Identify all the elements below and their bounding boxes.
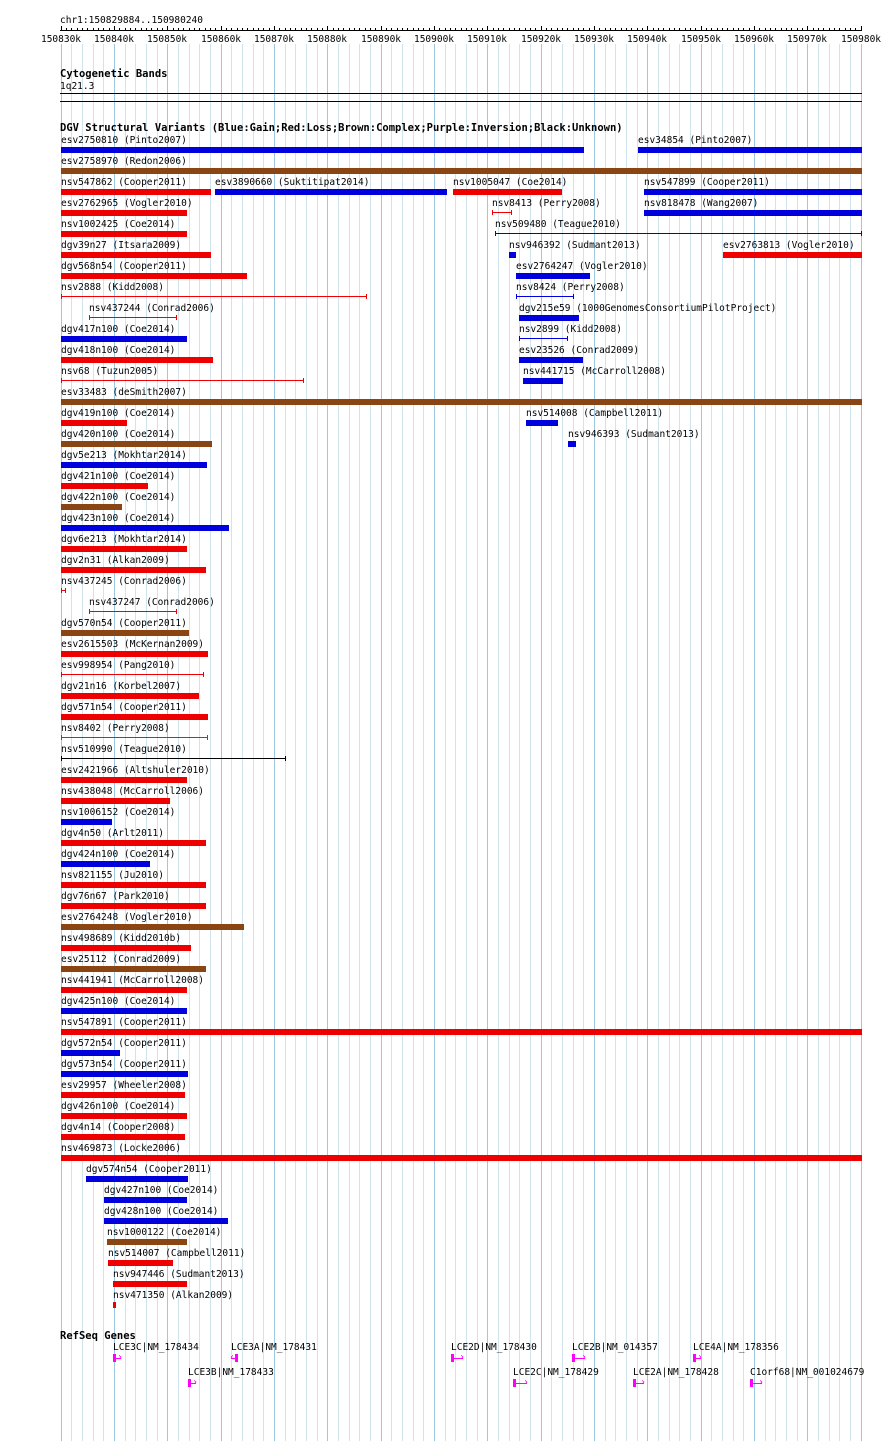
dgv-variant-label[interactable]: esv2762965 (Vogler2010) [61, 198, 193, 209]
dgv-variant-label[interactable]: dgv21n16 (Korbel2007) [61, 681, 182, 692]
dgv-variant-label[interactable]: nsv821155 (Ju2010) [61, 870, 164, 881]
dgv-variant-label[interactable]: nsv8424 (Perry2008) [516, 282, 625, 293]
dgv-variant-label[interactable]: dgv5e213 (Mokhtar2014) [61, 450, 187, 461]
ruler-tick-label: 150910k [466, 34, 508, 45]
dgv-variant-label[interactable]: dgv422n100 (Coe2014) [61, 492, 176, 503]
strand-forward-arrow-icon: › [459, 1352, 466, 1363]
dgv-variant-label[interactable]: dgv423n100 (Coe2014) [61, 513, 176, 524]
ruler-tick-label: 150980k [840, 34, 882, 45]
strand-forward-arrow-icon: › [117, 1352, 124, 1363]
dgv-variant-label[interactable]: dgv417n100 (Coe2014) [61, 324, 176, 335]
dgv-variant-label[interactable]: nsv2888 (Kidd2008) [61, 282, 164, 293]
dgv-variant-label[interactable]: nsv547899 (Cooper2011) [644, 177, 770, 188]
dgv-variant-label[interactable]: nsv1006152 (Coe2014) [61, 807, 176, 818]
dgv-variant-label[interactable]: nsv1002425 (Coe2014) [61, 219, 176, 230]
refseq-gene-exon[interactable] [693, 1354, 696, 1362]
dgv-variant-label[interactable]: dgv39n27 (Itsara2009) [61, 240, 182, 251]
dgv-variant-label[interactable]: dgv4n14 (Cooper2008) [61, 1122, 176, 1133]
dgv-variant-label[interactable]: dgv420n100 (Coe2014) [61, 429, 176, 440]
dgv-variant-label[interactable]: nsv437244 (Conrad2006) [89, 303, 215, 314]
dgv-variant-label[interactable]: esv3890660 (Suktitipat2014) [215, 177, 370, 188]
ruler-tick-label: 150880k [306, 34, 348, 45]
cytoband-label[interactable]: 1q21.3 [60, 81, 95, 92]
dgv-variant-label[interactable]: esv2763813 (Vogler2010) [723, 240, 855, 251]
refseq-gene-exon[interactable] [633, 1379, 636, 1387]
ruler-tick-label: 150930k [573, 34, 615, 45]
strand-forward-arrow-icon: › [697, 1352, 704, 1363]
region-label: chr1:150829884..150980240 [60, 15, 203, 26]
dgv-variant-label[interactable]: nsv1000122 (Coe2014) [107, 1227, 222, 1238]
ruler-tick-label: 150900k [413, 34, 455, 45]
ruler-tick-label: 150850k [146, 34, 188, 45]
dgv-variant-label[interactable]: dgv571n54 (Cooper2011) [61, 702, 187, 713]
ruler-tick-label: 150960k [733, 34, 775, 45]
dgv-variant-label[interactable]: nsv8413 (Perry2008) [492, 198, 601, 209]
refseq-track-title: RefSeq Genes [60, 1330, 136, 1342]
cytoband-track-title: Cytogenetic Bands [60, 68, 168, 80]
ruler-tick-label: 150920k [520, 34, 562, 45]
dgv-variant-label[interactable]: esv2758970 (Redon2006) [61, 156, 187, 167]
dgv-variant-label[interactable]: esv2750810 (Pinto2007) [61, 135, 187, 146]
refseq-gene-label[interactable]: LCE3C|NM_178434 [113, 1342, 199, 1353]
dgv-variant-label[interactable]: dgv4n50 (Arlt2011) [61, 828, 164, 839]
dgv-variant-label[interactable]: dgv421n100 (Coe2014) [61, 471, 176, 482]
dgv-variant-label[interactable]: nsv438048 (McCarroll2006) [61, 786, 204, 797]
dgv-variant-label[interactable]: nsv946392 (Sudmant2013) [509, 240, 641, 251]
dgv-variant-label[interactable]: esv2615503 (McKernan2009) [61, 639, 204, 650]
ruler-tick-label: 150840k [93, 34, 135, 45]
refseq-gene-exon[interactable] [572, 1354, 575, 1362]
refseq-gene-exon[interactable] [188, 1379, 191, 1387]
strand-forward-arrow-icon: › [640, 1377, 647, 1388]
dgv-variant-label[interactable]: nsv471350 (Alkan2009) [113, 1290, 234, 1301]
dgv-variant-label[interactable]: nsv547891 (Cooper2011) [61, 1017, 187, 1028]
refseq-gene-label[interactable]: LCE3B|NM_178433 [188, 1367, 274, 1378]
dgv-variant-label[interactable]: nsv1005047 (Coe2014) [453, 177, 568, 188]
dgv-variant-label[interactable]: nsv818478 (Wang2007) [644, 198, 759, 209]
dgv-variant-label[interactable]: dgv6e213 (Mokhtar2014) [61, 534, 187, 545]
refseq-gene-label[interactable]: LCE2B|NM_014357 [572, 1342, 658, 1353]
refseq-gene-label[interactable]: LCE2D|NM_178430 [451, 1342, 537, 1353]
ruler-tick-label: 150940k [626, 34, 668, 45]
dgv-variant-label[interactable]: nsv8402 (Perry2008) [61, 723, 170, 734]
dgv-variant-label[interactable]: dgv215e59 (1000GenomesConsortiumPilotProject) [519, 303, 777, 314]
dgv-variant-label[interactable]: esv23526 (Conrad2009) [519, 345, 640, 356]
dgv-variant-label[interactable]: esv33483 (deSmith2007) [61, 387, 187, 398]
refseq-gene-label[interactable]: LCE2C|NM_178429 [513, 1367, 599, 1378]
ruler-tick-label: 150830k [40, 34, 82, 45]
dgv-variant-label[interactable]: nsv509480 (Teague2010) [495, 219, 621, 230]
ruler-tick-label: 150870k [253, 34, 295, 45]
strand-forward-arrow-icon: › [192, 1377, 199, 1388]
refseq-gene-exon[interactable] [513, 1379, 516, 1387]
dgv-variant-label[interactable]: nsv441715 (McCarroll2008) [523, 366, 666, 377]
dgv-variant-label[interactable]: dgv419n100 (Coe2014) [61, 408, 176, 419]
dgv-variant-label[interactable]: esv29957 (Wheeler2008) [61, 1080, 187, 1091]
refseq-gene-label[interactable]: LCE4A|NM_178356 [693, 1342, 779, 1353]
refseq-gene-exon[interactable] [750, 1379, 753, 1387]
dgv-variant-label[interactable]: dgv418n100 (Coe2014) [61, 345, 176, 356]
dgv-variant-label[interactable]: nsv946393 (Sudmant2013) [568, 429, 700, 440]
dgv-variant-label[interactable]: esv25112 (Conrad2009) [61, 954, 182, 965]
ruler-tick-label: 150970k [786, 34, 828, 45]
dgv-variant-label[interactable]: esv34854 (Pinto2007) [638, 135, 753, 146]
dgv-variant-label[interactable]: nsv947446 (Sudmant2013) [113, 1269, 245, 1280]
dgv-variant-label[interactable]: dgv427n100 (Coe2014) [104, 1185, 219, 1196]
dgv-track-title: DGV Structural Variants (Blue:Gain;Red:Loss;Brown:Complex;Purple:Inversion;Black:Unknown) [60, 122, 623, 134]
ruler-tick-label: 150950k [680, 34, 722, 45]
dgv-variant-label[interactable]: nsv441941 (McCarroll2008) [61, 975, 204, 986]
strand-forward-arrow-icon: › [758, 1377, 765, 1388]
refseq-gene-exon[interactable] [451, 1354, 454, 1362]
dgv-variant-label[interactable]: dgv572n54 (Cooper2011) [61, 1038, 187, 1049]
dgv-variant-label[interactable]: nsv437247 (Conrad2006) [89, 597, 215, 608]
dgv-variant-label[interactable]: dgv568n54 (Cooper2011) [61, 261, 187, 272]
dgv-variant-label[interactable]: nsv68 (Tuzun2005) [61, 366, 159, 377]
dgv-variant-label[interactable]: dgv573n54 (Cooper2011) [61, 1059, 187, 1070]
dgv-variant-label[interactable]: nsv510990 (Teague2010) [61, 744, 187, 755]
refseq-gene-exon[interactable] [235, 1354, 238, 1362]
dgv-variant-label[interactable]: nsv547862 (Cooper2011) [61, 177, 187, 188]
dgv-variant-label[interactable]: nsv498689 (Kidd2010b) [61, 933, 182, 944]
ruler-tick-label: 150890k [360, 34, 402, 45]
strand-forward-arrow-icon: › [523, 1377, 530, 1388]
dgv-variant-label[interactable]: dgv76n67 (Park2010) [61, 891, 170, 902]
dgv-variant-label[interactable]: dgv570n54 (Cooper2011) [61, 618, 187, 629]
refseq-gene-label[interactable]: C1orf68|NM_001024679 [750, 1367, 865, 1378]
dgv-variant-label[interactable]: nsv2899 (Kidd2008) [519, 324, 622, 335]
refseq-gene-label[interactable]: LCE3A|NM_178431 [231, 1342, 317, 1353]
dgv-variant-label[interactable]: nsv437245 (Conrad2006) [61, 576, 187, 587]
ruler-tick-label: 150860k [200, 34, 242, 45]
dgv-variant-label[interactable]: dgv425n100 (Coe2014) [61, 996, 176, 1007]
dgv-variant-label[interactable]: dgv424n100 (Coe2014) [61, 849, 176, 860]
dgv-variant-label[interactable]: dgv428n100 (Coe2014) [104, 1206, 219, 1217]
dgv-variant-label[interactable]: dgv426n100 (Coe2014) [61, 1101, 176, 1112]
dgv-variant-label[interactable]: dgv2n31 (Alkan2009) [61, 555, 170, 566]
dgv-variant-label[interactable]: nsv514007 (Campbell2011) [108, 1248, 246, 1259]
dgv-variant-label[interactable]: esv998954 (Pang2010) [61, 660, 176, 671]
strand-reverse-arrow-icon: ‹ [229, 1352, 236, 1363]
dgv-variant-label[interactable]: nsv514008 (Campbell2011) [526, 408, 664, 419]
refseq-gene-label[interactable]: LCE2A|NM_178428 [633, 1367, 719, 1378]
strand-forward-arrow-icon: › [581, 1352, 588, 1363]
dgv-variant-label[interactable]: nsv469873 (Locke2006) [61, 1143, 182, 1154]
dgv-variant-label[interactable]: esv2421966 (Altshuler2010) [61, 765, 210, 776]
dgv-variant-label[interactable]: esv2764248 (Vogler2010) [61, 912, 193, 923]
dgv-variant-label[interactable]: esv2764247 (Vogler2010) [516, 261, 648, 272]
dgv-variant-label[interactable]: dgv574n54 (Cooper2011) [86, 1164, 212, 1175]
refseq-gene-exon[interactable] [113, 1354, 116, 1362]
